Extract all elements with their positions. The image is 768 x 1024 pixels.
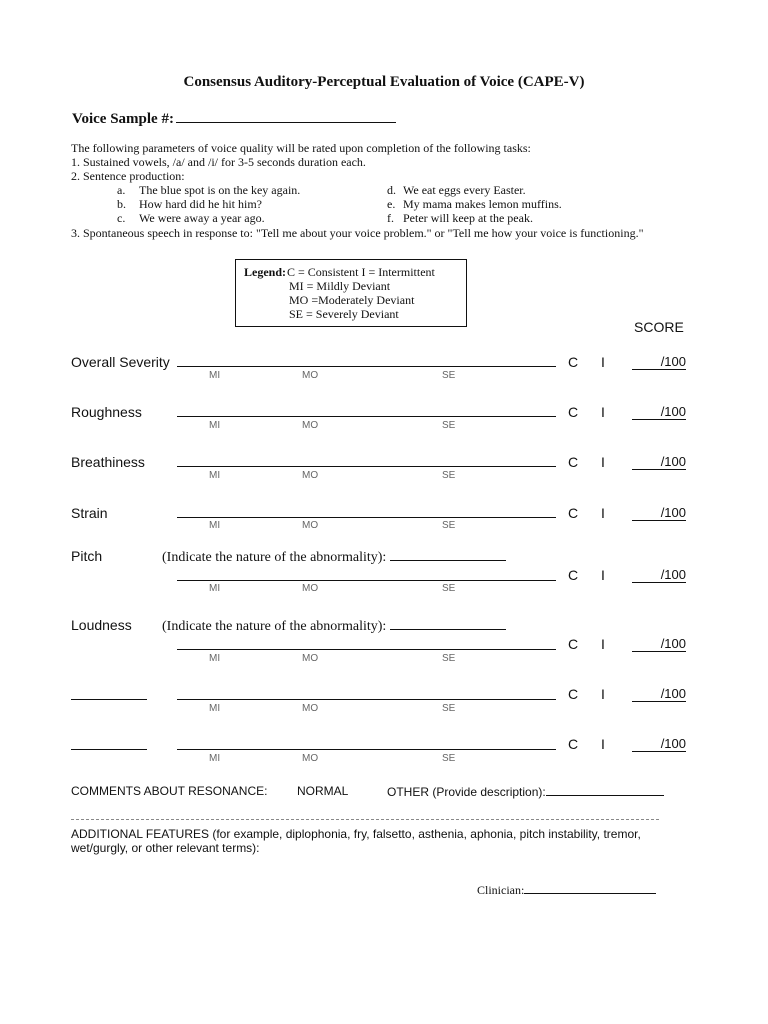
anchor-mi: MI <box>209 653 221 664</box>
sentence-letter: e. <box>387 197 396 211</box>
anchor-se: SE <box>442 370 456 381</box>
anchor-mo: MO <box>302 470 319 481</box>
anchor-mi: MI <box>209 753 221 764</box>
intermittent-option[interactable]: I <box>601 505 605 521</box>
score-field-breathiness[interactable] <box>632 455 686 470</box>
legend-line-1: C = Consistent I = Intermittent <box>287 265 435 279</box>
intermittent-option[interactable]: I <box>601 686 605 702</box>
anchor-se: SE <box>442 583 456 594</box>
anchor-mo: MO <box>302 753 319 764</box>
consistent-option[interactable]: C <box>568 567 579 583</box>
voice-sample-label: Voice Sample #: <box>72 111 174 127</box>
sentence-letter: f. <box>387 211 394 225</box>
resonance-other-blank[interactable] <box>546 784 664 796</box>
consistent-option[interactable]: C <box>568 636 579 652</box>
score-suffix: /100 <box>660 354 686 369</box>
row-label-pitch: Pitch <box>71 548 103 564</box>
section-divider <box>71 819 659 820</box>
task-2: 2. Sentence production: <box>71 169 185 183</box>
loudness-nature-field[interactable] <box>162 617 506 635</box>
score-field-custom-1[interactable] <box>632 687 686 702</box>
score-suffix: /100 <box>660 567 686 582</box>
rating-line-custom-2[interactable] <box>177 749 556 750</box>
anchor-se: SE <box>442 753 456 764</box>
row-label-loudness: Loudness <box>71 617 132 633</box>
score-header: SCORE <box>634 319 684 335</box>
sentence-text: The blue spot is on the key again. <box>139 183 301 197</box>
consistent-option[interactable]: C <box>568 404 579 420</box>
score-suffix: /100 <box>660 505 686 520</box>
intermittent-option[interactable]: I <box>601 354 605 370</box>
sentence-text: How hard did he hit him? <box>139 197 262 211</box>
anchor-mi: MI <box>209 470 221 481</box>
nature-prompt: (Indicate the nature of the abnormality): <box>162 550 387 565</box>
nature-prompt: (Indicate the nature of the abnormality): <box>162 619 387 634</box>
intermittent-option[interactable]: I <box>601 404 605 420</box>
anchor-se: SE <box>442 520 456 531</box>
consistent-option[interactable]: C <box>568 505 579 521</box>
sentence-letter: b. <box>117 197 126 211</box>
score-suffix: /100 <box>660 686 686 701</box>
rating-line-loudness[interactable] <box>177 649 556 650</box>
anchor-mo: MO <box>302 653 319 664</box>
score-field-loudness[interactable] <box>632 637 686 652</box>
anchor-mo: MO <box>302 520 319 531</box>
clinician-blank[interactable] <box>524 882 656 894</box>
custom-parameter-name-2[interactable] <box>71 749 147 750</box>
clinician-field[interactable] <box>477 882 656 898</box>
intermittent-option[interactable]: I <box>601 736 605 752</box>
legend-box <box>235 259 467 327</box>
sentence-letter: c. <box>117 211 126 225</box>
intro-text: The following parameters of voice quality will be rated upon completion of the following tasks: <box>71 141 531 155</box>
resonance-other-label: OTHER (Provide description): <box>387 785 546 799</box>
anchor-mo: MO <box>302 703 319 714</box>
rating-line-breathiness[interactable] <box>177 466 556 467</box>
anchor-mi: MI <box>209 520 221 531</box>
anchor-mo: MO <box>302 583 319 594</box>
sentence-text: Peter will keep at the peak. <box>403 211 533 225</box>
score-suffix: /100 <box>660 636 686 651</box>
custom-parameter-name-1[interactable] <box>71 699 147 700</box>
anchor-se: SE <box>442 470 456 481</box>
row-label-breathiness: Breathiness <box>71 454 145 470</box>
pitch-nature-blank[interactable] <box>390 548 506 561</box>
voice-sample-field[interactable] <box>72 110 396 128</box>
resonance-label: COMMENTS ABOUT RESONANCE: <box>71 784 268 798</box>
intermittent-option[interactable]: I <box>601 636 605 652</box>
score-suffix: /100 <box>660 404 686 419</box>
legend-line-2: MI = Mildly Deviant <box>289 279 391 293</box>
score-field-pitch[interactable] <box>632 568 686 583</box>
pitch-nature-field[interactable] <box>162 548 506 566</box>
sentence-text: We were away a year ago. <box>139 211 265 225</box>
voice-sample-blank[interactable] <box>176 110 396 123</box>
score-field-overall-severity[interactable] <box>632 355 686 370</box>
task-3: 3. Spontaneous speech in response to: "Tell me about your voice problem." or "Tell me how your voice is functioning." <box>71 226 644 240</box>
sentence-letter: d. <box>387 183 396 197</box>
anchor-mi: MI <box>209 370 221 381</box>
score-field-custom-2[interactable] <box>632 737 686 752</box>
sentence-letter: a. <box>117 183 126 197</box>
legend-line-4: SE = Severely Deviant <box>289 307 399 321</box>
anchor-mi: MI <box>209 583 221 594</box>
additional-features-line-1: ADDITIONAL FEATURES (for example, diplophonia, fry, falsetto, asthenia, aphonia, pitch instability, tremor, <box>71 827 641 841</box>
task-1: 1. Sustained vowels, /a/ and /i/ for 3-5 seconds duration each. <box>71 155 366 169</box>
score-suffix: /100 <box>660 736 686 751</box>
loudness-nature-blank[interactable] <box>390 617 506 630</box>
row-label-strain: Strain <box>71 505 108 521</box>
additional-features-line-2: wet/gurgly, or other relevant terms): <box>71 841 260 855</box>
rating-line-overall-severity[interactable] <box>177 366 556 367</box>
anchor-mo: MO <box>302 370 319 381</box>
rating-line-roughness[interactable] <box>177 416 556 417</box>
rating-line-strain[interactable] <box>177 517 556 518</box>
intermittent-option[interactable]: I <box>601 567 605 583</box>
consistent-option[interactable]: C <box>568 686 579 702</box>
anchor-mi: MI <box>209 420 221 431</box>
anchor-se: SE <box>442 703 456 714</box>
anchor-se: SE <box>442 653 456 664</box>
legend-label: Legend: <box>244 265 286 279</box>
score-field-roughness[interactable] <box>632 405 686 420</box>
intermittent-option[interactable]: I <box>601 454 605 470</box>
row-label-overall-severity: Overall Severity <box>71 354 170 370</box>
row-label-roughness: Roughness <box>71 404 142 420</box>
resonance-other-field[interactable] <box>387 784 664 799</box>
clinician-label: Clinician: <box>477 883 525 897</box>
rating-line-custom-1[interactable] <box>177 699 556 700</box>
anchor-mi: MI <box>209 703 221 714</box>
resonance-normal-option[interactable]: NORMAL <box>297 784 349 798</box>
sentence-text: My mama makes lemon muffins. <box>403 197 562 211</box>
consistent-option[interactable]: C <box>568 354 579 370</box>
score-field-strain[interactable] <box>632 506 686 521</box>
anchor-se: SE <box>442 420 456 431</box>
consistent-option[interactable]: C <box>568 454 579 470</box>
sentence-text: We eat eggs every Easter. <box>403 183 526 197</box>
anchor-mo: MO <box>302 420 319 431</box>
score-suffix: /100 <box>660 454 686 469</box>
form-title: Consensus Auditory-Perceptual Evaluation of Voice (CAPE-V) <box>183 74 585 90</box>
consistent-option[interactable]: C <box>568 736 579 752</box>
rating-line-pitch[interactable] <box>177 580 556 581</box>
legend-line-3: MO =Moderately Deviant <box>289 293 415 307</box>
